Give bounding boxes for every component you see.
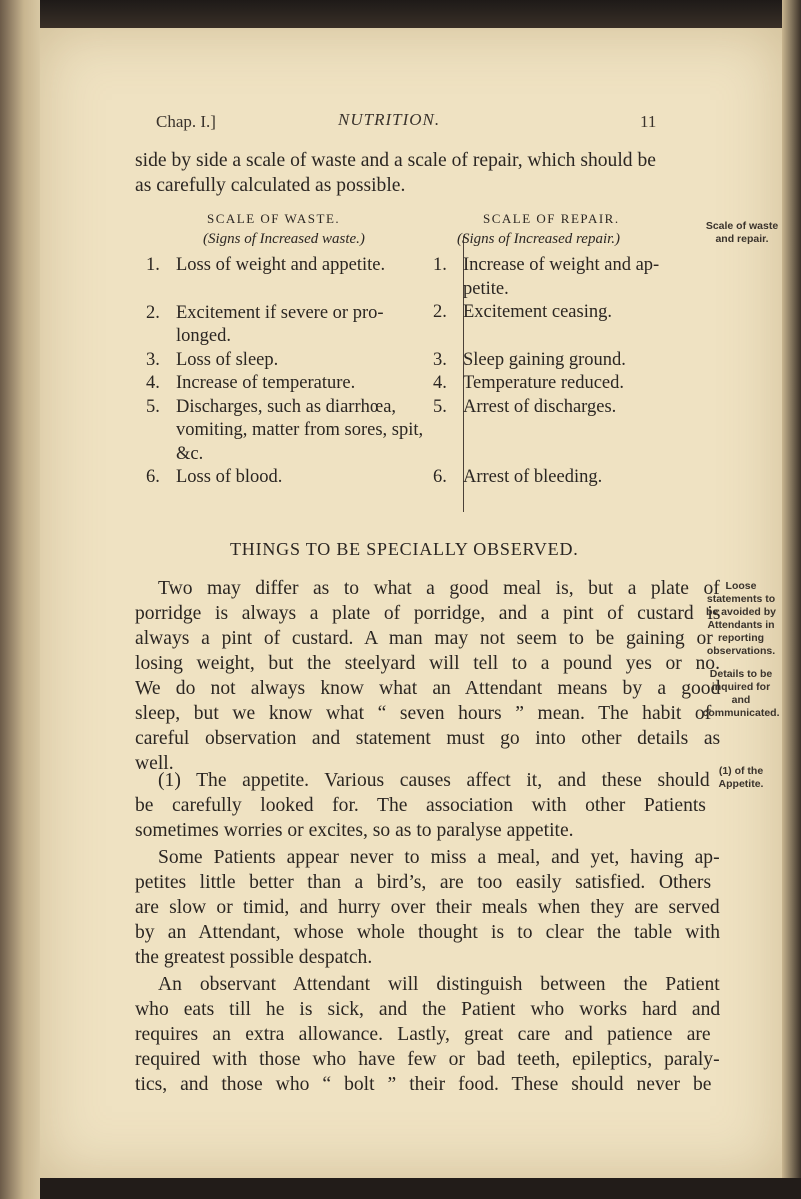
waste-item-text: Increase of temperature.: [176, 373, 356, 393]
intro-line-1: side by side a scale of waste and a scale of repair, which should be: [135, 150, 656, 171]
running-header-title: NUTRITION.: [338, 110, 441, 129]
repair-item: [433, 254, 665, 301]
para4-line-5: tics, and those who “ bolt ” their food. These should never be: [135, 1074, 712, 1095]
waste-item-text: Loss of sleep.: [176, 349, 279, 370]
para1-line-3: always a pint of custard. A man may not seem to be gaining or: [135, 628, 713, 649]
waste-heading: SCALE OF WASTE.: [207, 211, 341, 226]
waste-item-num: 2.: [146, 302, 160, 323]
waste-item-text: Loss of blood.: [176, 467, 283, 487]
waste-item-num: 4.: [146, 373, 160, 393]
bottom-shadow: [40, 1178, 801, 1199]
margin-note-appetite: (1) of the Appetite.: [718, 765, 764, 790]
para3-line-2: petites little better than a bird’s, are too easily satisfied. Others: [135, 872, 712, 893]
repair-item-text: Temperature reduced.: [463, 373, 624, 393]
waste-item: [146, 372, 426, 396]
para3-line-5: the greatest possible despatch.: [135, 947, 373, 968]
intro-line-2: as carefully calculated as possible.: [135, 175, 406, 196]
waste-item-text: Excitement if severe or pro-longed.: [176, 302, 384, 346]
right-page-edge: [782, 0, 801, 1199]
waste-item: [146, 349, 426, 373]
para2-line-3: sometimes worries or excites, so as to paralyse appetite.: [135, 820, 574, 841]
para1-line-6: sleep, but we know what “ seven hours ” mean. The habit of: [135, 703, 712, 724]
waste-item-num: 3.: [146, 349, 160, 370]
waste-item-num: 6.: [146, 467, 160, 487]
para3-line-1: Some Patients appear never to miss a meal, and yet, having ap-: [158, 847, 720, 868]
book-spine: [0, 0, 40, 1199]
para4-line-3: requires an extra allowance. Lastly, great care and patience are: [135, 1024, 711, 1045]
waste-item-text: Loss of weight and appetite.: [176, 255, 386, 275]
para3-line-3: are slow or timid, and hurry over their meals when they are served: [135, 897, 720, 918]
para2-line-2: be carefully looked for. The association with other Patients: [135, 795, 706, 816]
waste-item: [146, 466, 426, 490]
waste-item: [146, 254, 426, 278]
running-header-chapter: Chap. I.]: [156, 112, 216, 131]
repair-item-num: 1.: [433, 255, 447, 275]
repair-item-num: 5.: [433, 396, 447, 417]
repair-subheading: (Signs of Increased repair.): [457, 231, 621, 247]
para1-line-7: careful observation and statement must go into other details as: [135, 728, 721, 749]
para2-line-1: (1) The appetite. Various causes affect it, and these should: [158, 770, 710, 791]
repair-item: [433, 396, 665, 420]
section-title: THINGS TO BE SPECIALLY OBSERVED.: [230, 539, 579, 559]
repair-item: [433, 466, 665, 490]
page-number: 11: [640, 112, 657, 131]
waste-list: [146, 254, 426, 490]
repair-item-text: Increase of weight and ap-petite.: [463, 255, 660, 299]
waste-item: [146, 302, 426, 349]
para3-line-4: by an Attendant, whose whole thought is to clear the table with: [135, 922, 721, 943]
repair-item-num: 2.: [433, 302, 447, 322]
waste-item-text: Discharges, such as diarrhœa, vomiting, matter from sores, spit, &c.: [176, 396, 424, 464]
repair-item-text: Sleep gaining ground.: [463, 349, 626, 370]
margin-note-details: Details to be inquired for and communicated.: [702, 668, 780, 719]
book-page: [40, 28, 782, 1178]
repair-item: [433, 372, 665, 396]
margin-note-scale: Scale of waste and repair.: [705, 220, 779, 245]
repair-item-num: 6.: [433, 467, 447, 487]
repair-item-num: 4.: [433, 373, 447, 393]
waste-item-num: 1.: [146, 255, 160, 275]
repair-item-text: Arrest of bleeding.: [463, 467, 603, 487]
repair-item: [433, 301, 665, 325]
waste-item-num: 5.: [146, 396, 160, 417]
para1-line-2: porridge is always a plate of porridge, and a pint of custard is: [135, 603, 721, 624]
repair-item-text: Arrest of discharges.: [463, 396, 617, 417]
para4-line-1: An observant Attendant will distinguish between the Patient: [158, 974, 720, 995]
para1-line-4: losing weight, but the steelyard will tell to a pound yes or no.: [135, 653, 720, 674]
repair-list: [433, 254, 665, 490]
margin-note-loose: Loose statements to be avoided by Attendants in reporting observations.: [705, 580, 777, 657]
waste-subheading: (Signs of Increased waste.): [203, 231, 365, 247]
repair-item: [433, 349, 665, 373]
para4-line-4: required with those who have few or bad teeth, epileptics, paraly-: [135, 1049, 720, 1070]
repair-item-num: 3.: [433, 349, 447, 370]
repair-heading: SCALE OF REPAIR.: [483, 211, 620, 226]
repair-item-text: Excitement ceasing.: [463, 302, 612, 322]
para1-line-1: Two may differ as to what a good meal is, but a plate of: [158, 578, 720, 599]
para1-line-8: well.: [135, 753, 174, 774]
top-shadow: [40, 0, 801, 30]
para1-line-5: We do not always know what an Attendant means by a good: [135, 678, 721, 699]
para4-line-2: who eats till he is sick, and the Patient who works hard and: [135, 999, 721, 1020]
waste-item: [146, 396, 426, 467]
